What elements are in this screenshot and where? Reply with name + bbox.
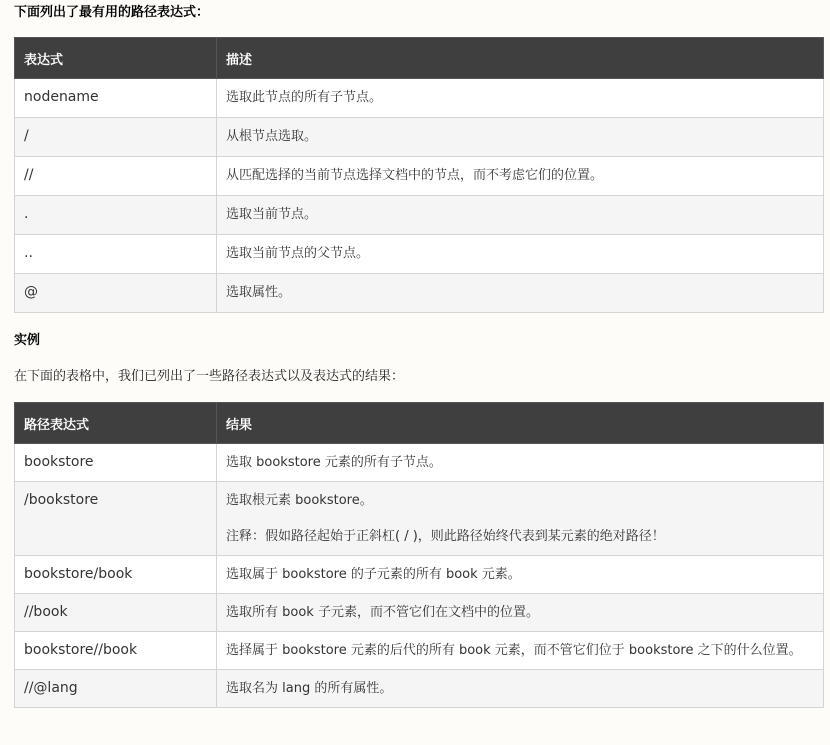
table-row	[15, 274, 824, 313]
table-row	[15, 632, 824, 670]
path-expression-cell: bookstore/book	[15, 556, 217, 594]
result-text: 选取根元素 bookstore。	[226, 493, 373, 508]
intro-heading: 下面列出了最有用的路径表达式：	[14, 5, 210, 20]
table-row	[15, 482, 824, 556]
description-cell: 选取当前节点。	[217, 196, 824, 235]
path-expression-cell: bookstore	[15, 444, 217, 482]
description-cell: 选取属性。	[217, 274, 824, 313]
column-header-description: 描述	[217, 38, 824, 79]
description-cell: 从根节点选取。	[217, 118, 824, 157]
example-heading: 实例	[14, 333, 41, 348]
path-examples-table	[14, 402, 824, 708]
description-cell: 选取当前节点的父节点。	[217, 235, 824, 274]
table-row	[15, 79, 824, 118]
result-cell	[217, 482, 824, 556]
table-row	[15, 235, 824, 274]
table-row	[15, 670, 824, 708]
result-cell: 选取名为 lang 的所有属性。	[217, 670, 824, 708]
expression-cell: //	[15, 157, 217, 196]
path-expression-cell: bookstore//book	[15, 632, 217, 670]
path-expressions-table	[14, 37, 824, 313]
expression-cell: .	[15, 196, 217, 235]
path-expression-cell: //@lang	[15, 670, 217, 708]
result-cell: 选择属于 bookstore 元素的后代的所有 book 元素，而不管它们位于 bookstore 之下的什么位置。	[217, 632, 824, 670]
table-row	[15, 444, 824, 482]
example-intro-text: 在下面的表格中，我们已列出了一些路径表达式以及表达式的结果：	[14, 369, 405, 384]
result-cell: 选取属于 bookstore 的子元素的所有 book 元素。	[217, 556, 824, 594]
table-header-row	[15, 38, 824, 79]
expression-cell: nodename	[15, 79, 217, 118]
description-cell: 从匹配选择的当前节点选择文档中的节点，而不考虑它们的位置。	[217, 157, 824, 196]
column-header-path-expression: 路径表达式	[15, 403, 217, 444]
result-cell: 选取 bookstore 元素的所有子节点。	[217, 444, 824, 482]
path-expression-cell: /bookstore	[15, 482, 217, 556]
expression-cell: /	[15, 118, 217, 157]
expression-cell: ..	[15, 235, 217, 274]
table-row	[15, 157, 824, 196]
path-expression-cell: //book	[15, 594, 217, 632]
column-header-expression: 表达式	[15, 38, 217, 79]
table-row	[15, 594, 824, 632]
table-row	[15, 118, 824, 157]
description-cell: 选取此节点的所有子节点。	[217, 79, 824, 118]
table-row	[15, 556, 824, 594]
expression-cell: @	[15, 274, 217, 313]
result-note: 注释：假如路径起始于正斜杠( / )，则此路径始终代表到某元素的绝对路径！	[226, 529, 665, 544]
result-cell: 选取所有 book 子元素，而不管它们在文档中的位置。	[217, 594, 824, 632]
table-header-row	[15, 403, 824, 444]
column-header-result: 结果	[217, 403, 824, 444]
table-row	[15, 196, 824, 235]
